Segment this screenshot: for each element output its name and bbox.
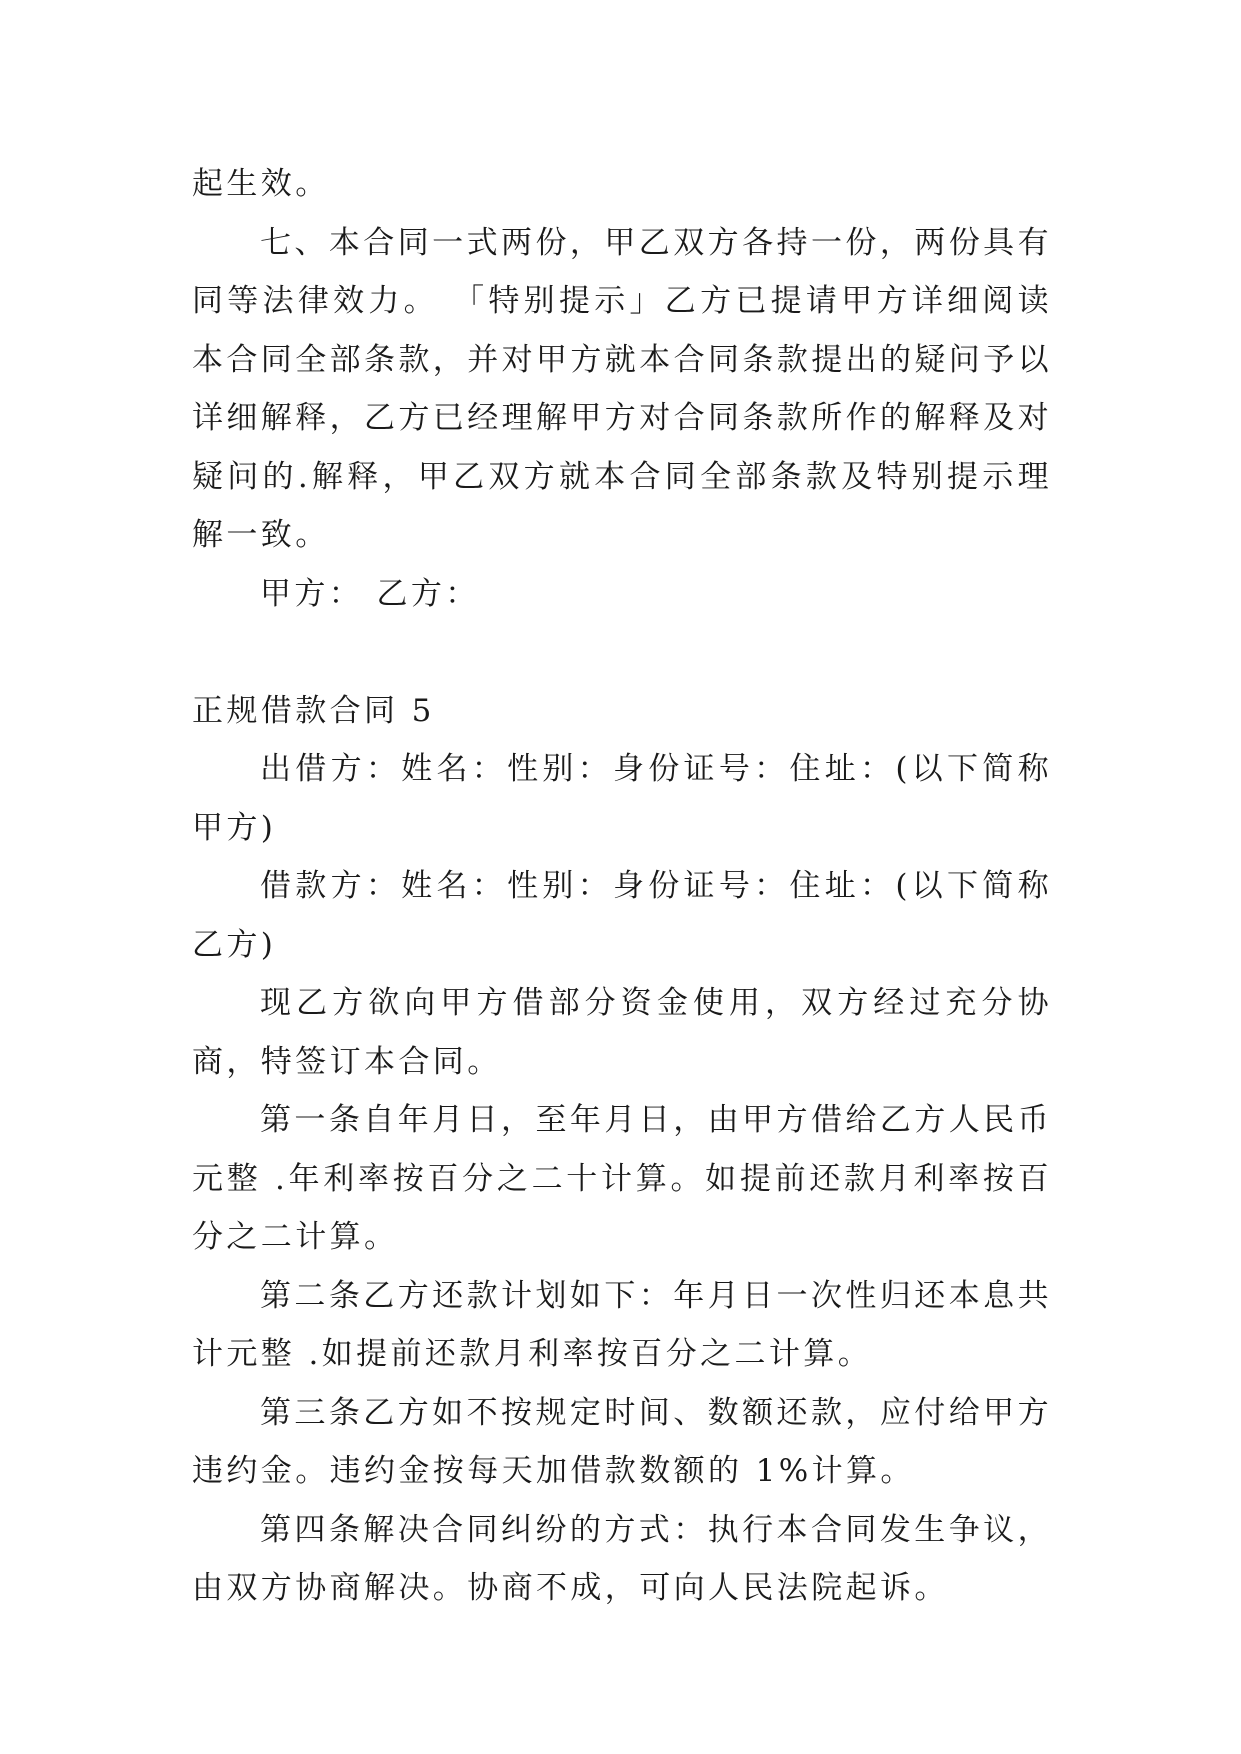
section-title: 正规借款合同 5	[192, 692, 435, 729]
paragraph-lender-info: 出借方：姓名：性别：身份证号：住址：(以下简称甲方)	[192, 751, 1052, 846]
paragraph-borrower-info: 借款方：姓名：性别：身份证号：住址：(以下简称乙方)	[192, 868, 1052, 963]
paragraph-continuation: 起生效。	[192, 166, 330, 202]
paragraph-article-one: 第一条自年月日，至年月日，由甲方借给乙方人民币元整 .年利率按百分之二十计算。如提前还款月利率按百分之二计算。	[192, 1102, 1052, 1255]
paragraph-preamble: 现乙方欲向甲方借部分资金使用，双方经过充分协商，特签订本合同。	[192, 985, 1052, 1080]
paragraph-clause-seven: 七、本合同一式两份，甲乙双方各持一份，两份具有同等法律效力。 「特别提示」乙方已提请甲方详细阅读本合同全部条款，并对甲方就本合同条款提出的疑问予以详细解释，乙方已经理解甲方对合同条款所作的解释及对疑问的.解释，甲乙双方就本合同全部条款及特别提示理解一致。	[192, 224, 1052, 553]
section-spacer	[192, 623, 1052, 682]
paragraph-article-three: 第三条乙方如不按规定时间、数额还款，应付给甲方违约金。违约金按每天加借款数额的 1%计算。	[192, 1394, 1052, 1489]
document-body	[192, 155, 1052, 1618]
paragraph-signatures: 甲方： 乙方：	[260, 575, 480, 612]
paragraph-article-two: 第二条乙方还款计划如下：年月日一次性归还本息共计元整 .如提前还款月利率按百分之二计算。	[192, 1277, 1052, 1372]
paragraph-article-four: 第四条解决合同纠纷的方式：执行本合同发生争议，由双方协商解决。协商不成，可向人民法院起诉。	[192, 1511, 1052, 1606]
